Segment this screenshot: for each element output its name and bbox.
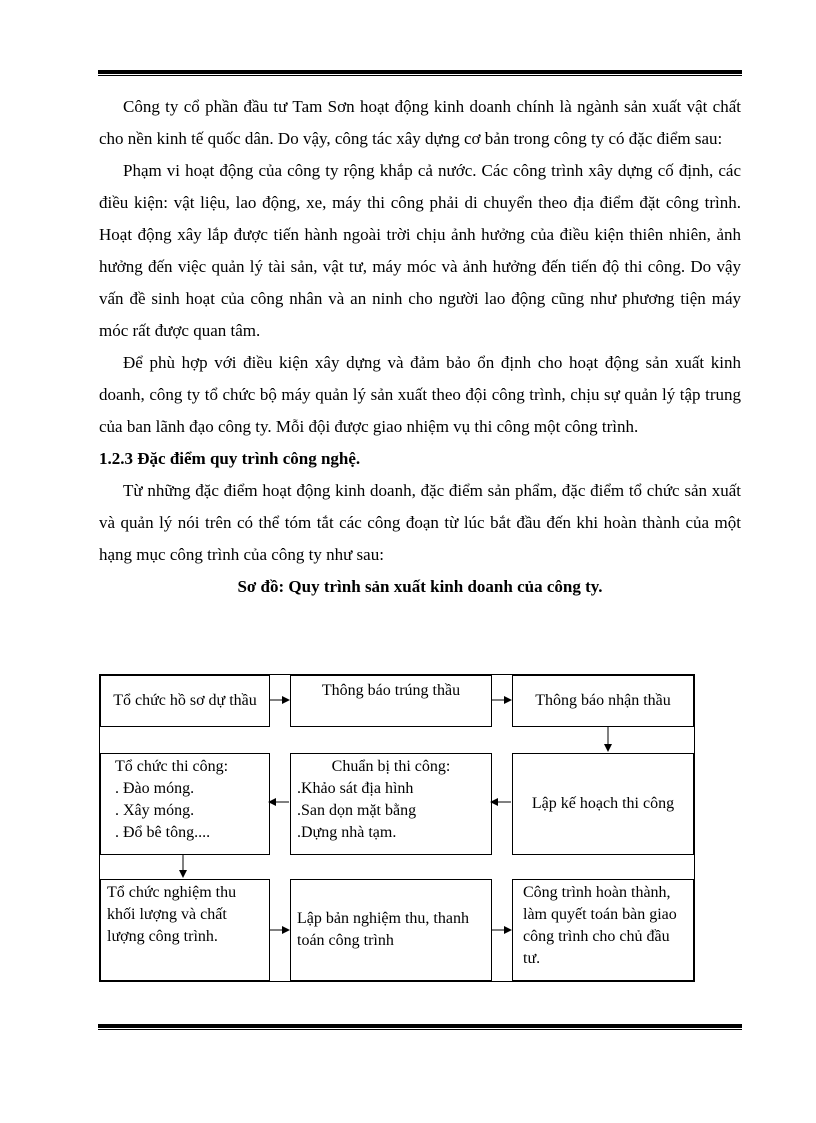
box-construction-plan-text: Lập kế hoạch thi công	[531, 795, 675, 812]
box-winning-notice	[290, 675, 492, 727]
document-body	[99, 91, 741, 603]
box-construction-plan	[512, 753, 694, 855]
box-settlement-text: Lập bản nghiệm thu, thanh toán công trình	[297, 910, 469, 949]
construction-line-2: . Đào móng.	[115, 780, 195, 797]
box-handover-text: Công trình hoàn thành, làm quyết toán bàn giao công trình cho chủ đầu tư.	[523, 884, 677, 967]
footer-rule	[98, 1024, 742, 1030]
construction-line-4: . Đổ bê tông....	[115, 824, 211, 841]
box-prepare-bid	[100, 675, 270, 727]
box-preparation	[290, 753, 492, 855]
box-prepare-bid-text: Tổ chức hồ sơ dự thầu	[113, 692, 257, 709]
process-diagram	[99, 674, 695, 982]
box-construction	[100, 753, 270, 855]
box-acceptance-notice-text: Thông báo nhận thầu	[535, 692, 671, 709]
box-acceptance-inspection-text: Tổ chức nghiệm thu khối lượng và chất lượng công trình.	[107, 884, 237, 945]
preparation-line-3: .San dọn mặt bằng	[297, 802, 417, 819]
box-handover	[512, 879, 694, 981]
preparation-line-2: .Khảo sát địa hình	[297, 780, 414, 797]
construction-line-3: . Xây móng.	[115, 802, 195, 819]
diagram-caption: Sơ đồ: Quy trình sản xuất kinh doanh của công ty.	[237, 577, 603, 596]
box-acceptance-inspection	[100, 879, 270, 981]
box-acceptance-notice	[512, 675, 694, 727]
paragraph-2: Phạm vi hoạt động của công ty rộng khắp cả nước. Các công trình xây dựng cố định, các điều kiện: vật liệu, lao động, xe, máy thi công phải di chuyển theo địa điểm đặt công trình. Hoạt động xây lắp được tiến hành ngoài trời chịu ảnh hưởng của điều kiện thiên nhiên, ảnh hưởng đến việc quản lý tài sản, vật tư, máy móc và ảnh hưởng đến tiến độ thi công. Do vậy vấn đề sinh hoạt của công nhân và an ninh cho người lao động cũng như phương tiện máy móc rất được quan tâm.	[99, 161, 741, 340]
paragraph-1: Công ty cổ phần đầu tư Tam Sơn hoạt động kinh doanh chính là ngành sản xuất vật chất cho nền kinh tế quốc dân. Do vậy, công tác xây dựng cơ bản trong công ty có đặc điểm sau:	[99, 97, 741, 148]
construction-line-1: Tổ chức thi công:	[115, 758, 229, 775]
header-rule	[98, 70, 742, 76]
box-winning-notice-text: Thông báo trúng thầu	[321, 682, 461, 699]
section-paragraph: Từ những đặc điểm hoạt động kinh doanh, đặc điểm sản phẩm, đặc điểm tổ chức sản xuất và quản lý nói trên có thể tóm tắt các công đoạn từ lúc bắt đầu đến khi hoàn thành của một hạng mục công trình của công ty như sau:	[99, 481, 741, 564]
paragraph-3: Để phù hợp với điều kiện xây dựng và đảm bảo ổn định cho hoạt động sản xuất kinh doanh, công ty tổ chức bộ máy quản lý sản xuất theo đội công trình, chịu sự quản lý tập trung của ban lãnh đạo công ty. Mỗi đội được giao nhiệm vụ thi công một công trình.	[99, 353, 741, 436]
section-heading: 1.2.3 Đặc điểm quy trình công nghệ.	[99, 449, 361, 468]
preparation-line-1: Chuẩn bị thi công:	[331, 758, 451, 775]
preparation-line-4: .Dựng nhà tạm.	[297, 824, 397, 841]
box-settlement	[290, 879, 492, 981]
